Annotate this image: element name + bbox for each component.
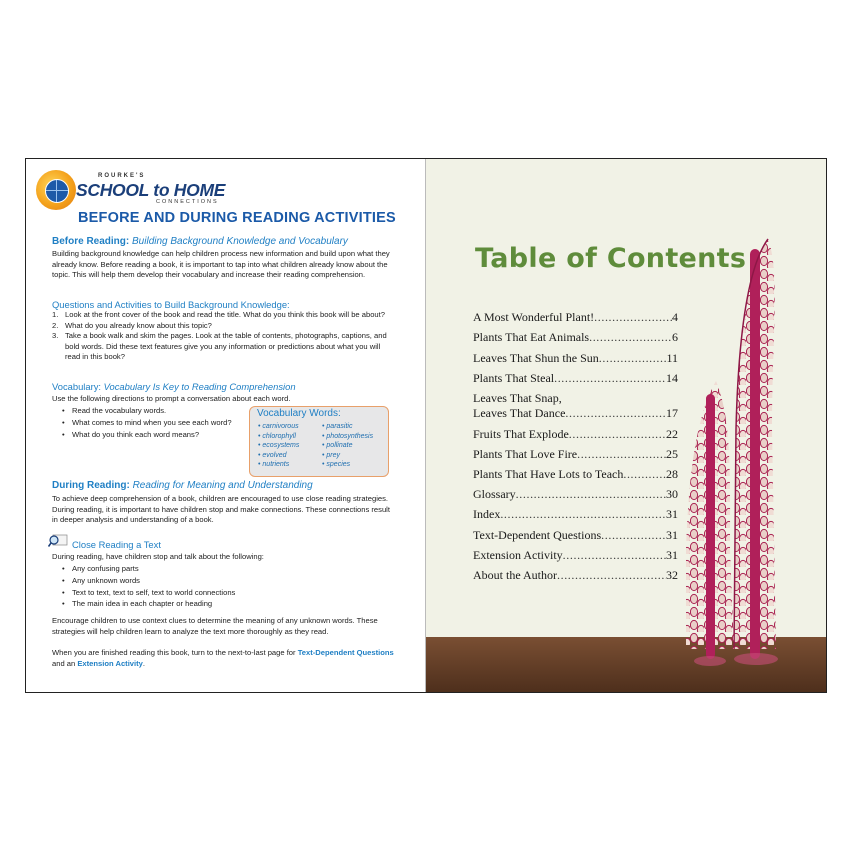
toc-entry-line1: Leaves That Snap, bbox=[473, 391, 562, 405]
toc-entry[interactable]: Glossary ..... 30 bbox=[473, 487, 678, 502]
vocab-word: • pollinate bbox=[322, 441, 373, 451]
list-item: 3. Take a book walk and skim the pages. Look at the table of contents, photographs, captions, and bold words. Did these text features give you any information or predictions about what you will read in this book? bbox=[52, 331, 387, 362]
vocabulary-column-1 bbox=[258, 422, 299, 470]
globe-icon bbox=[36, 170, 76, 210]
list-item: • Text to text, text to self, text to world connections bbox=[56, 587, 235, 599]
toc-entry[interactable]: Index ..... 31 bbox=[473, 507, 678, 522]
page-title: BEFORE AND DURING READING ACTIVITIES bbox=[78, 210, 396, 226]
list-item: 2. What do you already know about this topic? bbox=[52, 320, 212, 330]
before-reading-heading: Before Reading: Building Background Knowledge and Vocabulary bbox=[52, 236, 348, 247]
toc-entry[interactable]: A Most Wonderful Plant! ..... 4 bbox=[473, 310, 678, 325]
vocab-word: • species bbox=[322, 460, 373, 470]
toc-title: Table of Contents bbox=[475, 243, 747, 274]
toc-entry[interactable]: Text-Dependent Questions ..... 31 bbox=[473, 528, 678, 543]
toc-entry[interactable]: About the Author ..... 32 bbox=[473, 568, 678, 583]
toc-entry[interactable]: Plants That Have Lots to Teach ..... 28 bbox=[473, 467, 678, 482]
finish-reading-text: When you are finished reading this book, turn to the next-to-last page for Text-Dependent Questions and an Extension Activity. bbox=[52, 648, 394, 668]
toc-entry[interactable]: Plants That Steal ..... 14 bbox=[473, 371, 678, 386]
vocabulary-heading: Vocabulary: Vocabulary Is Key to Reading Comprehension bbox=[52, 381, 296, 392]
close-reading-intro: During reading, have children stop and talk about the following: bbox=[52, 552, 264, 561]
toc-entry[interactable]: Leaves That Shun the Sun ..... 11 bbox=[473, 351, 678, 366]
toc-entry[interactable]: Extension Activity ..... 31 bbox=[473, 548, 678, 563]
vocab-word: • photosynthesis bbox=[322, 432, 373, 442]
close-reading-bullets bbox=[56, 563, 235, 610]
close-reading-heading: Close Reading a Text bbox=[72, 539, 161, 550]
toc-entry[interactable]: Fruits That Explode ..... 22 bbox=[473, 427, 678, 442]
vocabulary-box-title: Vocabulary Words: bbox=[257, 408, 341, 419]
vocab-word: • evolved bbox=[258, 451, 299, 461]
vocab-word: • prey bbox=[322, 451, 373, 461]
vocab-word: • nutrients bbox=[258, 460, 299, 470]
vocab-word: • parasitic bbox=[322, 422, 373, 432]
list-item: • Any confusing parts bbox=[56, 563, 235, 575]
vocabulary-column-2 bbox=[322, 422, 373, 470]
left-page bbox=[26, 159, 426, 692]
vocab-word: • carnivorous bbox=[258, 422, 299, 432]
text-dependent-questions-link[interactable]: Text-Dependent Questions bbox=[297, 648, 394, 657]
vocabulary-intro: Use the following directions to prompt a conversation about each word. bbox=[52, 394, 291, 403]
list-item: • What comes to mind when you see each word? bbox=[56, 417, 232, 429]
questions-list bbox=[52, 310, 397, 363]
logo-rourkes: ROURKE'S bbox=[98, 173, 146, 179]
toc-entry[interactable]: Plants That Eat Animals ..... 6 bbox=[473, 330, 678, 345]
questions-heading: Questions and Activities to Build Background Knowledge: bbox=[52, 299, 290, 310]
during-reading-heading: During Reading: Reading for Meaning and Understanding bbox=[52, 480, 313, 491]
right-page bbox=[426, 159, 826, 692]
vocab-word: • ecosystems bbox=[258, 441, 299, 451]
toc-entry[interactable]: Leaves That Dance ..... 17 bbox=[473, 406, 678, 421]
vocab-word: • chlorophyll bbox=[258, 432, 299, 442]
list-item: • What do you think each word means? bbox=[56, 429, 232, 441]
list-item: • Any unknown words bbox=[56, 575, 235, 587]
magnifying-glass-icon bbox=[48, 533, 68, 548]
logo-connections: CONNECTIONS bbox=[156, 199, 219, 205]
logo-school-to-home: SCHOOL to HOME bbox=[76, 180, 226, 200]
list-item: • Read the vocabulary words. bbox=[56, 405, 232, 417]
vocabulary-words-box bbox=[249, 406, 389, 477]
book-spread bbox=[25, 158, 827, 693]
before-reading-text: Building background knowledge can help children process new information and build upon what they already know. Before reading a book, it is important to tap into what children already know about the topic. This will help them develop their vocabulary and increase their reading comprehension. bbox=[52, 249, 390, 280]
list-item: 1. Look at the front cover of the book and read the title. What do you think this book will be about? bbox=[52, 310, 385, 319]
snow-plant-photo bbox=[676, 229, 826, 692]
vocabulary-bullets bbox=[56, 405, 232, 440]
list-item: • The main idea in each chapter or heading bbox=[56, 598, 235, 610]
context-clues-text: Encourage children to use context clues to determine the meaning of any unknown words. These strategies will help children learn to analyze the text more thoroughly as they read. bbox=[52, 616, 378, 636]
toc-entry[interactable]: Plants That Love Fire ..... 25 bbox=[473, 447, 678, 462]
school-to-home-logo bbox=[36, 170, 426, 230]
extension-activity-link[interactable]: Extension Activity bbox=[77, 658, 143, 668]
during-reading-text: To achieve deep comprehension of a book, children are encouraged to use close reading strategies. During reading, it is important to have children stop and make connections. These connections result in deeper analysis and understanding of a book. bbox=[52, 494, 390, 525]
